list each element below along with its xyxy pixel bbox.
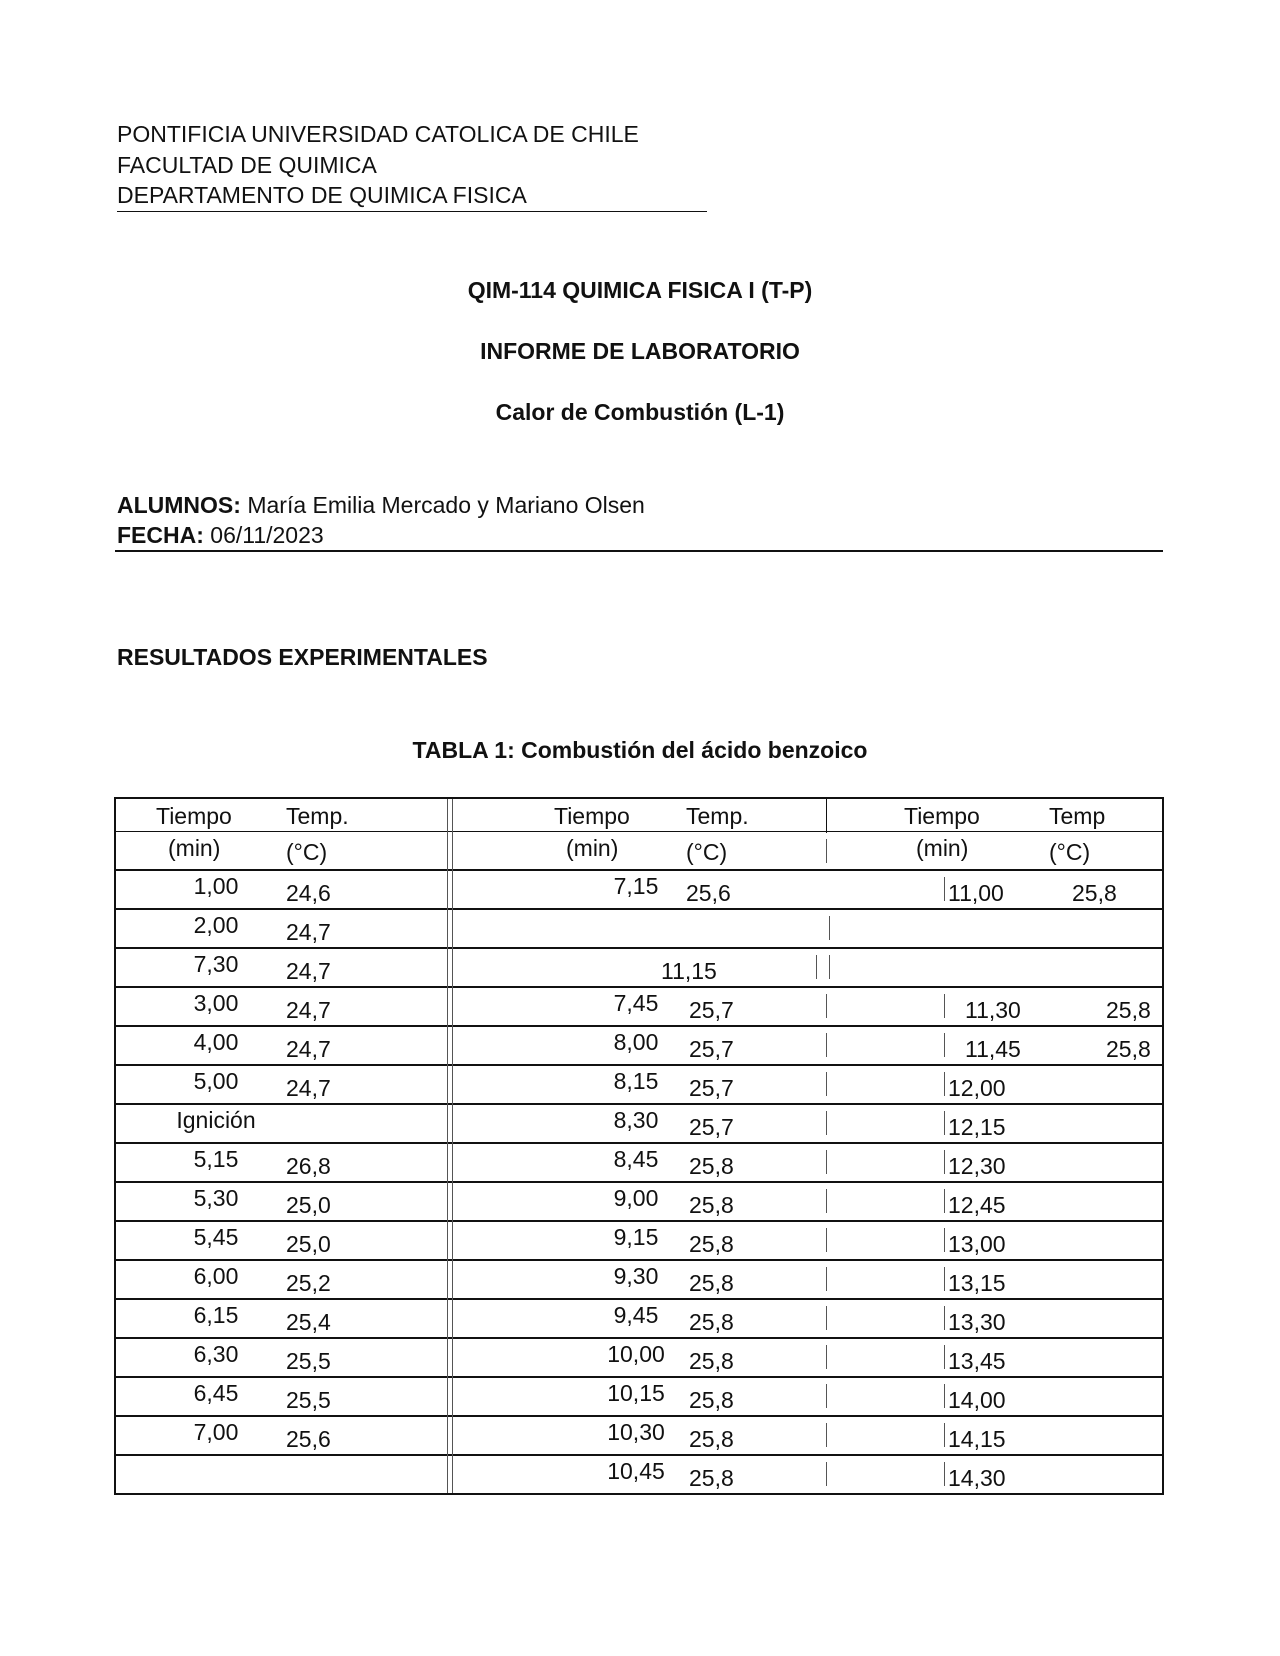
table-rule: [116, 1415, 1162, 1417]
table-cell: 14,30: [948, 1465, 1006, 1491]
column-header-time-unit: (min): [566, 835, 619, 861]
column-header-temp: Temp.: [686, 803, 749, 829]
table-cell: 10,45: [607, 1458, 665, 1484]
table-cell: 9,00: [613, 1185, 659, 1211]
table-cell: 12,45: [948, 1192, 1006, 1218]
column-divider: [826, 1345, 827, 1369]
column-divider: [452, 799, 453, 1493]
students-names: María Emilia Mercado y Mariano Olsen: [247, 492, 645, 518]
table-cell: 25,6: [286, 1426, 331, 1452]
table-cell: 25,8: [689, 1465, 734, 1491]
table-cell: 25,6: [686, 880, 731, 906]
course-title: QIM-114 QUIMICA FISICA I (T-P): [467, 277, 813, 303]
table-cell: 6,00: [193, 1263, 239, 1289]
table-cell: 12,30: [948, 1153, 1006, 1179]
table-cell: 25,8: [689, 1231, 734, 1257]
students-label: ALUMNOS:: [117, 492, 241, 518]
column-divider: [944, 1033, 945, 1057]
column-divider: [826, 1462, 827, 1486]
table-cell: 24,7: [286, 1036, 331, 1062]
table-cell: 25,7: [689, 997, 734, 1023]
column-divider: [944, 1150, 945, 1174]
data-table: [114, 797, 1164, 1495]
table-cell: 8,30: [613, 1107, 659, 1133]
column-divider: [944, 994, 945, 1018]
column-divider: [826, 994, 827, 1018]
column-divider: [944, 1306, 945, 1330]
table-cell: 14,15: [948, 1426, 1006, 1452]
column-divider: [826, 1228, 827, 1252]
table-cell: 24,7: [286, 1075, 331, 1101]
table-cell: 11,15: [661, 958, 717, 984]
column-divider: [944, 1189, 945, 1213]
table-cell: 1,00: [193, 873, 239, 899]
table-cell: 24,7: [286, 997, 331, 1023]
column-divider: [944, 1267, 945, 1291]
table-cell: 25,8: [689, 1387, 734, 1413]
table-cell: 10,15: [607, 1380, 665, 1406]
column-header-time-unit: (min): [168, 835, 221, 861]
table-cell: 7,45: [613, 990, 659, 1016]
table-cell: 6,30: [193, 1341, 239, 1367]
column-header-temp: Temp: [1049, 803, 1106, 829]
table-caption: TABLA 1: Combustión del ácido benzoico: [412, 737, 868, 763]
table-cell: 25,0: [286, 1231, 331, 1257]
column-header-temp: Temp.: [286, 803, 349, 829]
table-cell: 12,00: [948, 1075, 1006, 1101]
table-cell: 11,45: [965, 1036, 1021, 1062]
date-value: 06/11/2023: [210, 522, 324, 548]
table-cell: 25,8: [689, 1192, 734, 1218]
table-cell: 25,2: [286, 1270, 331, 1296]
date-line: [117, 520, 324, 551]
table-cell: Ignición: [176, 1107, 256, 1133]
table-rule: [116, 1259, 1162, 1261]
table-cell: 2,00: [193, 912, 239, 938]
column-divider: [826, 839, 827, 863]
table-rule: [116, 1298, 1162, 1300]
table-rule: [116, 1025, 1162, 1027]
table-cell: 5,30: [193, 1185, 239, 1211]
table-cell: 13,15: [948, 1270, 1006, 1296]
table-rule: [116, 947, 1162, 949]
table-cell: 9,45: [613, 1302, 659, 1328]
table-cell: 7,00: [193, 1419, 239, 1445]
table-cell: 25,8: [1106, 997, 1151, 1023]
column-divider: [826, 1267, 827, 1291]
table-cell: 26,8: [286, 1153, 331, 1179]
column-divider: [816, 955, 817, 979]
column-divider: [944, 1111, 945, 1135]
department-name: DEPARTAMENTO DE QUIMICA FISICA: [117, 180, 707, 212]
table-rule: [116, 1142, 1162, 1144]
table-cell: 25,8: [689, 1153, 734, 1179]
faculty-name: FACULTAD DE QUIMICA: [117, 152, 377, 178]
table-cell: 25,7: [689, 1036, 734, 1062]
column-divider: [826, 1306, 827, 1330]
table-cell: 10,00: [607, 1341, 665, 1367]
table-cell: 25,5: [286, 1387, 331, 1413]
table-rule: [116, 1220, 1162, 1222]
table-cell: 12,15: [948, 1114, 1006, 1140]
column-header-temp-unit: (°C): [286, 839, 328, 865]
table-cell: 5,15: [193, 1146, 239, 1172]
table-rule: [116, 1064, 1162, 1066]
column-divider: [826, 1111, 827, 1135]
table-rule: [116, 1181, 1162, 1183]
column-header-time: Tiempo: [156, 803, 232, 829]
table-cell: 24,6: [286, 880, 331, 906]
table-rule: [116, 831, 1162, 832]
column-header-temp-unit: (°C): [1049, 839, 1091, 865]
column-divider: [829, 955, 830, 979]
table-cell: 7,15: [613, 873, 659, 899]
table-cell: 25,0: [286, 1192, 331, 1218]
table-cell: 25,7: [689, 1114, 734, 1140]
table-cell: 10,30: [607, 1419, 665, 1445]
table-cell: 5,00: [193, 1068, 239, 1094]
column-header-time: Tiempo: [904, 803, 980, 829]
column-divider: [826, 1033, 827, 1057]
table-cell: 25,8: [689, 1270, 734, 1296]
table-rule: [116, 986, 1162, 988]
column-divider: [447, 799, 448, 1493]
column-divider: [944, 1228, 945, 1252]
column-divider: [944, 877, 945, 901]
table-cell: 25,8: [1072, 880, 1117, 906]
table-cell: 6,15: [193, 1302, 239, 1328]
table-cell: 11,30: [965, 997, 1021, 1023]
table-cell: 4,00: [193, 1029, 239, 1055]
institution-name: PONTIFICIA UNIVERSIDAD CATOLICA DE CHILE: [117, 121, 639, 147]
table-cell: 25,8: [1106, 1036, 1151, 1062]
table-cell: 25,4: [286, 1309, 331, 1335]
column-divider: [944, 1423, 945, 1447]
table-cell: 8,00: [613, 1029, 659, 1055]
table-cell: 14,00: [948, 1387, 1006, 1413]
table-cell: 25,8: [689, 1309, 734, 1335]
experiment-title: Calor de Combustión (L-1): [495, 399, 785, 425]
table-rule: [116, 1454, 1162, 1456]
table-cell: 13,30: [948, 1309, 1006, 1335]
table-cell: 9,30: [613, 1263, 659, 1289]
students-line: [117, 490, 645, 521]
column-divider: [944, 1462, 945, 1486]
column-header-temp-unit: (°C): [686, 839, 728, 865]
column-divider: [944, 1072, 945, 1096]
section-heading: RESULTADOS EXPERIMENTALES: [117, 644, 488, 670]
table-rule: [116, 1103, 1162, 1105]
table-cell: 25,8: [689, 1426, 734, 1452]
column-divider: [826, 1384, 827, 1408]
column-divider: [944, 1384, 945, 1408]
table-cell: 3,00: [193, 990, 239, 1016]
table-cell: 25,7: [689, 1075, 734, 1101]
table-rule: [116, 908, 1162, 910]
table-rule: [116, 1376, 1162, 1378]
column-divider: [826, 799, 827, 833]
column-divider: [826, 1189, 827, 1213]
column-divider: [944, 1345, 945, 1369]
table-rule: [116, 869, 1162, 871]
column-divider: [826, 1072, 827, 1096]
table-cell: 9,15: [613, 1224, 659, 1250]
column-header-time: Tiempo: [554, 803, 630, 829]
table-rule: [116, 1337, 1162, 1339]
table-cell: 8,15: [613, 1068, 659, 1094]
table-cell: 13,45: [948, 1348, 1006, 1374]
table-cell: 24,7: [286, 919, 331, 945]
column-header-time-unit: (min): [916, 835, 969, 861]
table-cell: 13,00: [948, 1231, 1006, 1257]
table-cell: 6,45: [193, 1380, 239, 1406]
header-divider: [115, 550, 1163, 552]
table-cell: 24,7: [286, 958, 331, 984]
table-cell: 25,8: [689, 1348, 734, 1374]
table-cell: 8,45: [613, 1146, 659, 1172]
column-divider: [826, 1423, 827, 1447]
report-title: INFORME DE LABORATORIO: [480, 338, 800, 364]
date-label: FECHA:: [117, 522, 204, 548]
column-divider: [826, 1150, 827, 1174]
column-divider: [829, 916, 830, 940]
table-cell: 25,5: [286, 1348, 331, 1374]
table-cell: 11,00: [948, 880, 1004, 906]
table-cell: 7,30: [193, 951, 239, 977]
table-cell: 5,45: [193, 1224, 239, 1250]
